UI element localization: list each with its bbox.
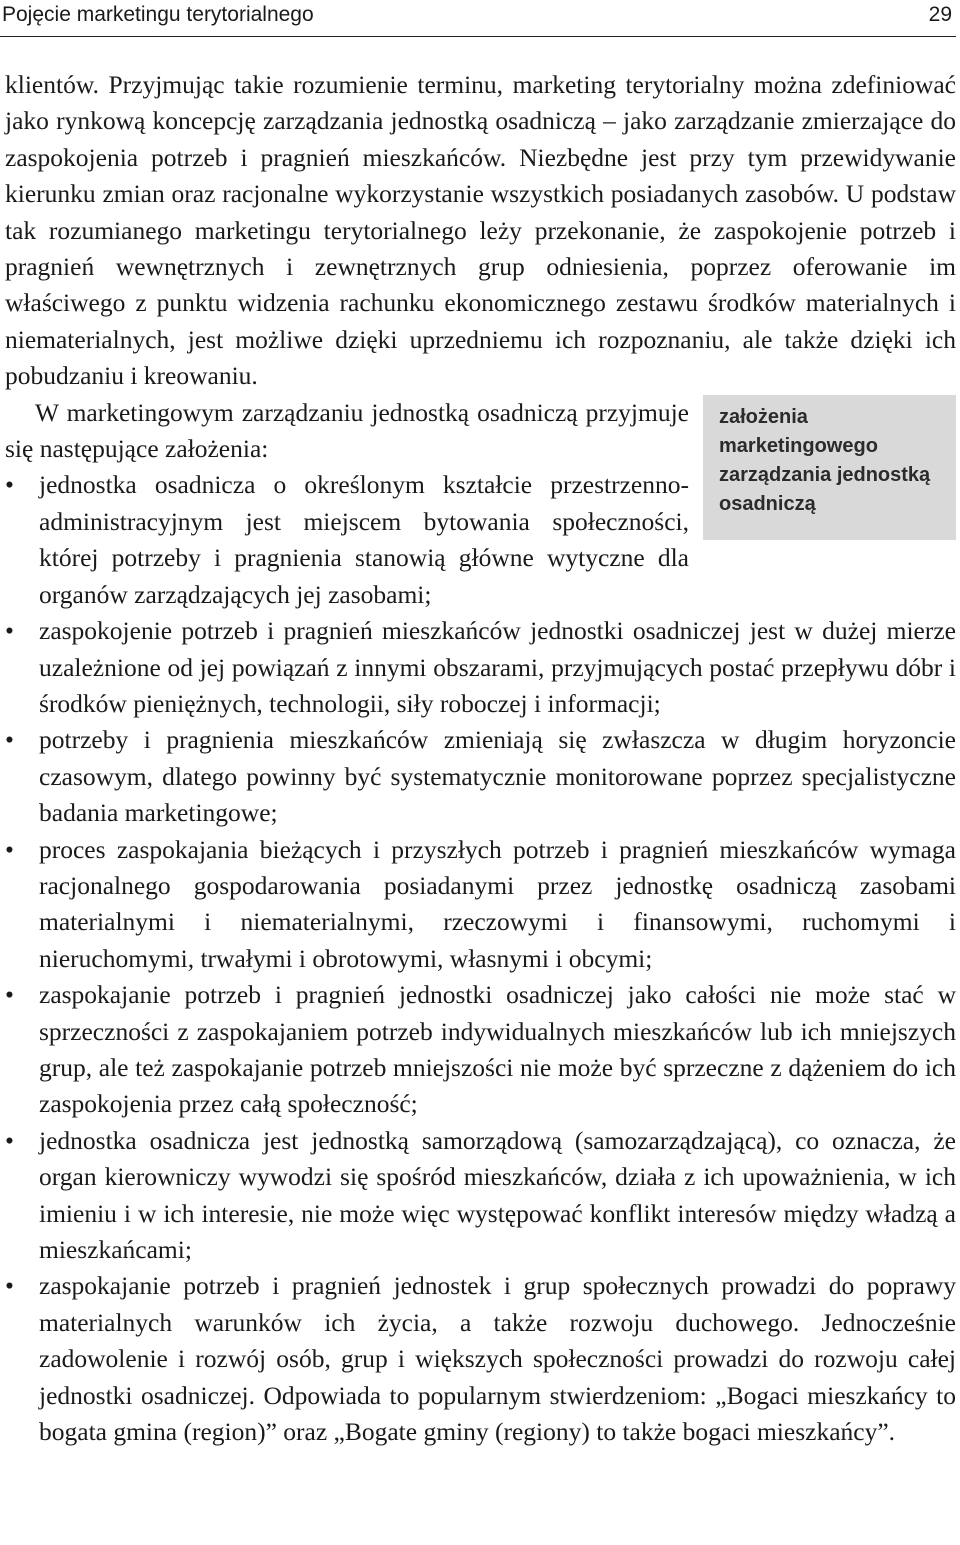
bullet-icon: • xyxy=(5,980,14,1010)
list-item xyxy=(5,832,956,978)
list-item-text: proces zaspokajania bieżących i przyszłych potrzeb i pragnień mieszkańców wymaga racjonalnego gospodarowania posiadanymi przez jednostkę osadniczą zasobami materialnymi i niematerialnymi, rzeczowymi i finansowymi, ruchomymi i nieruchomymi, trwałymi i obrotowymi, własnymi i obcymi; xyxy=(39,834,956,973)
paragraph-assumptions-intro: W marketingowym zarządzaniu jednostką osadniczą przyjmuje się następujące założenia: xyxy=(5,397,689,464)
bullet-icon: • xyxy=(5,725,14,755)
list-item-text: potrzeby i pragnienia mieszkańców zmieniają się zwłaszcza w długim horyzoncie czasowym, dlatego powinny być systematycznie monitorowane poprzez specjalistyczne badania marketingowe; xyxy=(39,725,956,828)
list-item-text: zaspokajanie potrzeb i pragnień jednostki osadniczej jako całości nie może stać w sprzeczności z zaspokajaniem potrzeb indywidualnych mieszkańców lub ich mniejszych grup, ale też zaspokajanie potrzeb mniejszości nie może być sprzeczne z dążeniem do ich zaspokojenia przez całą społeczność; xyxy=(39,980,956,1119)
list-item xyxy=(5,1268,956,1450)
list-item xyxy=(5,1123,956,1269)
list-item-text: zaspokajanie potrzeb i pragnień jednostek i grup społecznych prowadzi do poprawy materialnych warunków ich życia, a także rozwoju duchowego. Jednocześnie zadowolenie i rozwój osób, grup i większych społeczności prowadzi do rozwoju całej jednostki osadniczej. Odpowiada to popularnym stwierdzeniom: „Bogaci mieszkańcy to bogata gmina (region)” oraz „Bogate gminy (regiony) to także bogaci mieszkańcy”. xyxy=(39,1271,956,1447)
bullet-icon: • xyxy=(5,1271,14,1301)
running-title: Pojęcie marketingu terytorialnego xyxy=(2,3,314,26)
page-number: 29 xyxy=(928,3,952,26)
list-item-text: jednostka osadnicza o określonym kształcie przestrzenno-administracyjnym jest miejscem bytowania społeczności, której potrzeby i pragnienia stanowią główne wytyczne dla organów zarządzających jej zasobami; xyxy=(39,470,689,609)
bullet-icon: • xyxy=(5,834,14,864)
page-body xyxy=(5,67,956,1450)
list-item xyxy=(5,722,956,831)
list-item xyxy=(5,467,956,613)
paragraph-intro: klientów. Przyjmując takie rozumienie terminu, marketing terytorialny można zdefiniować jako rynkową koncepcję zarządzania jednostką osadniczą – jako zarządzanie zmierzające do zaspokojenia potrzeb i pragnień mieszkańców. Niezbędne jest przy tym przewidywanie kierunku zmian oraz racjonalne wykorzystanie wszystkich posiadanych zasobów. U podstaw tak rozumianego marketingu terytorialnego leży przekonanie, że zaspokojenie potrzeb i pragnień wewnętrznych i zewnętrznych grup odniesienia, poprzez oferowanie im właściwego z punktu widzenia rachunku ekonomicznego zestawu środków materialnych i niematerialnych, jest możliwe dzięki uprzedniemu ich rozpoznaniu, ale także dzięki ich pobudzaniu i kreowaniu. xyxy=(5,70,956,391)
bullet-icon: • xyxy=(5,1125,14,1155)
assumptions-list xyxy=(5,467,956,1450)
page-header xyxy=(0,0,956,37)
margin-note: założenia marketingowego zarządzania jednostką osadniczą xyxy=(703,395,956,540)
list-item-text: zaspokojenie potrzeb i pragnień mieszkańców jednostki osadniczej jest w dużej mierze uzależnione od jej powiązań z innymi obszarami, przyjmujących postać przepływu dóbr i środków pieniężnych, technologii, siły roboczej i informacji; xyxy=(39,616,956,718)
bullet-icon: • xyxy=(5,470,14,500)
list-item xyxy=(5,977,956,1123)
list-item xyxy=(5,613,956,722)
bullet-icon: • xyxy=(5,616,14,646)
list-item-text: jednostka osadnicza jest jednostką samorządową (samozarządzającą), co oznacza, że organ kierowniczy wywodzi się spośród mieszkańców, działa z ich upoważnienia, w ich imieniu i w ich interesie, nie może więc występować konflikt interesów między władzą a mieszkańcami; xyxy=(39,1125,956,1264)
